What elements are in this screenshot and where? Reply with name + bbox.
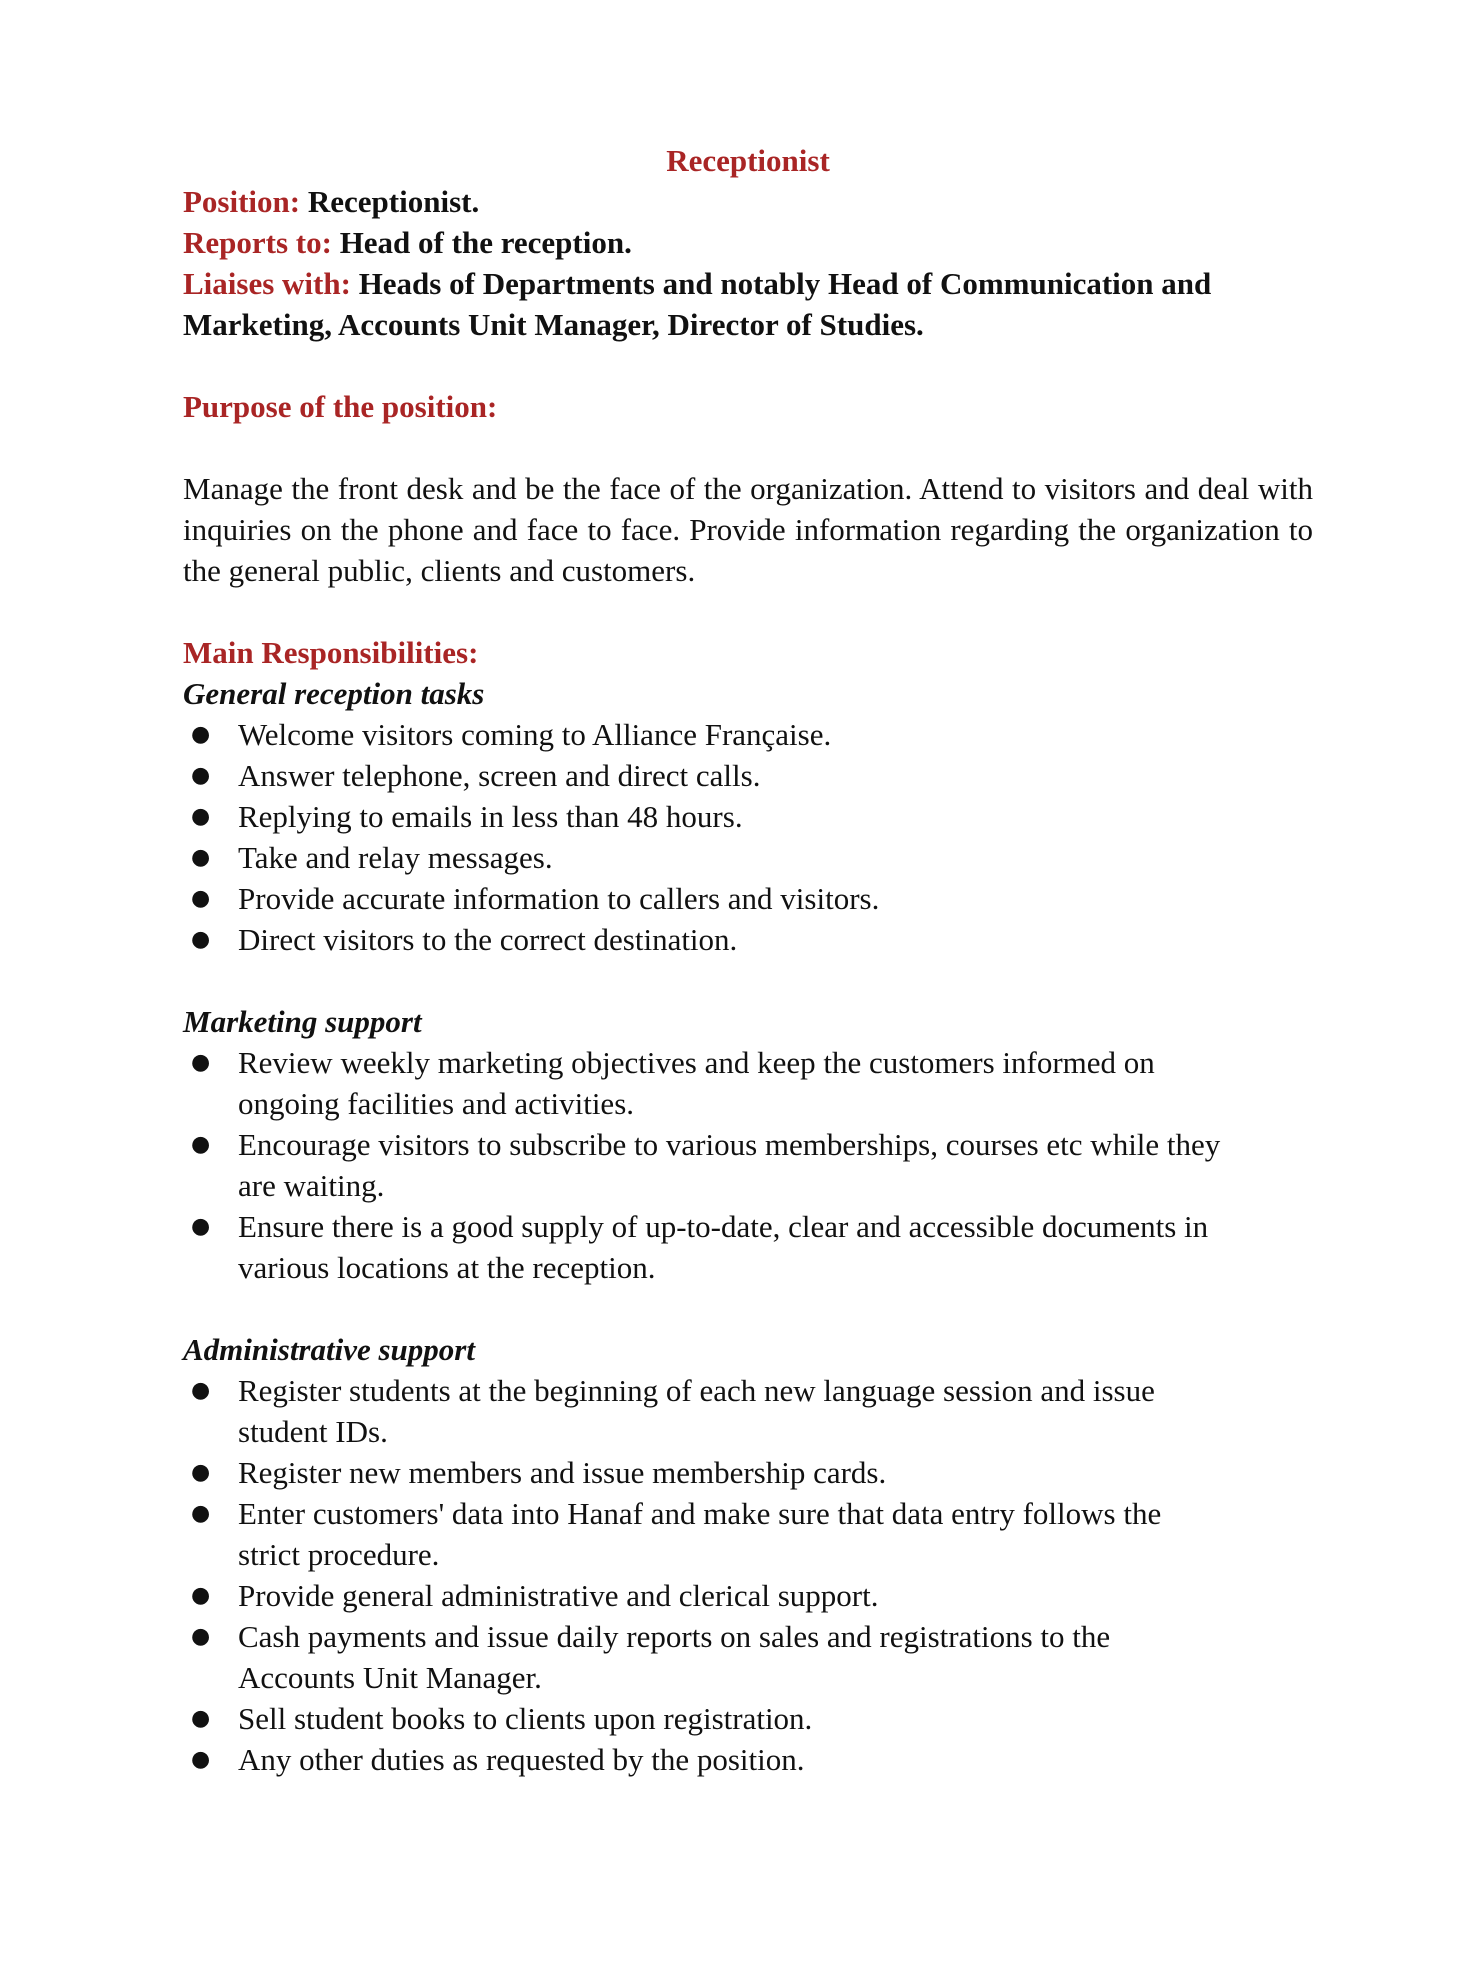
list-item-text: Encourage visitors to subscribe to various memberships, courses etc while they are waiting.	[238, 1127, 1221, 1203]
reports-to-value: Head of the reception.	[339, 225, 632, 260]
list-item-text: Replying to emails in less than 48 hours.	[238, 799, 743, 834]
bullet-icon: ●	[191, 722, 211, 747]
bullet-icon: ●	[191, 763, 211, 788]
position-label: Position:	[183, 184, 301, 219]
list-item-text: Register new members and issue membership cards.	[238, 1455, 887, 1490]
list-item-text: Provide accurate information to callers and visitors.	[238, 881, 880, 916]
general-reception-heading: General reception tasks	[183, 676, 485, 711]
document-title: Receptionist	[666, 143, 830, 178]
bullet-icon: ●	[191, 845, 211, 870]
document-page	[183, 140, 1313, 1780]
list-item	[183, 1124, 1313, 1206]
bullet-icon: ●	[191, 927, 211, 952]
list-item	[183, 837, 1313, 878]
list-item	[183, 1575, 1313, 1616]
list-item	[183, 1739, 1313, 1780]
reports-to-line	[183, 222, 1313, 263]
list-item-text: Any other duties as requested by the position.	[238, 1742, 805, 1777]
list-item	[183, 714, 1313, 755]
list-item	[183, 1493, 1313, 1575]
list-item-text: Enter customers' data into Hanaf and make sure that data entry follows the strict procedure.	[238, 1496, 1162, 1572]
reports-to-label: Reports to:	[183, 225, 332, 260]
list-item-text: Ensure there is a good supply of up-to-date, clear and accessible documents in various locations at the reception.	[238, 1209, 1209, 1285]
bullet-icon: ●	[191, 1706, 211, 1731]
purpose-paragraph: Manage the front desk and be the face of the organization. Attend to visitors and deal with inquiries on the phone and face to face. Provide information regarding the organization to the general public, clients and customers.	[183, 471, 1313, 588]
position-line	[183, 181, 1313, 222]
bullet-icon: ●	[191, 1460, 211, 1485]
administrative-support-heading: Administrative support	[183, 1332, 475, 1367]
list-item-text: Review weekly marketing objectives and keep the customers informed on ongoing facilities and activities.	[238, 1045, 1155, 1121]
liaises-with-value: Heads of Departments and notably Head of Communication and Marketing, Accounts Unit Manager, Director of Studies.	[183, 266, 1212, 342]
administrative-support-list	[183, 1370, 1313, 1780]
list-item	[183, 878, 1313, 919]
bullet-icon: ●	[191, 1501, 211, 1526]
list-item-text: Direct visitors to the correct destination.	[238, 922, 738, 957]
purpose-heading: Purpose of the position:	[183, 389, 498, 424]
marketing-support-list	[183, 1042, 1313, 1288]
liaises-with-label: Liaises with:	[183, 266, 351, 301]
bullet-icon: ●	[191, 1214, 211, 1239]
list-item-text: Take and relay messages.	[238, 840, 553, 875]
general-reception-list	[183, 714, 1313, 960]
bullet-icon: ●	[191, 804, 211, 829]
list-item-text: Provide general administrative and clerical support.	[238, 1578, 879, 1613]
list-item	[183, 1698, 1313, 1739]
list-item	[183, 1206, 1313, 1288]
list-item	[183, 1616, 1313, 1698]
list-item-text: Cash payments and issue daily reports on sales and registrations to the Accounts Unit Manager.	[238, 1619, 1111, 1695]
marketing-support-heading: Marketing support	[183, 1004, 422, 1039]
list-item	[183, 1370, 1313, 1452]
responsibilities-heading: Main Responsibilities:	[183, 635, 479, 670]
list-item	[183, 919, 1313, 960]
list-item-text: Answer telephone, screen and direct calls.	[238, 758, 761, 793]
list-item	[183, 1452, 1313, 1493]
bullet-icon: ●	[191, 886, 211, 911]
list-item	[183, 796, 1313, 837]
bullet-icon: ●	[191, 1132, 211, 1157]
bullet-icon: ●	[191, 1747, 211, 1772]
list-item-text: Sell student books to clients upon registration.	[238, 1701, 813, 1736]
bullet-icon: ●	[191, 1624, 211, 1649]
bullet-icon: ●	[191, 1050, 211, 1075]
list-item	[183, 755, 1313, 796]
liaises-with-line	[183, 263, 1313, 345]
bullet-icon: ●	[191, 1378, 211, 1403]
list-item-text: Welcome visitors coming to Alliance Française.	[238, 717, 832, 752]
list-item	[183, 1042, 1313, 1124]
bullet-icon: ●	[191, 1583, 211, 1608]
list-item-text: Register students at the beginning of each new language session and issue student IDs.	[238, 1373, 1155, 1449]
position-value: Receptionist.	[307, 184, 480, 219]
